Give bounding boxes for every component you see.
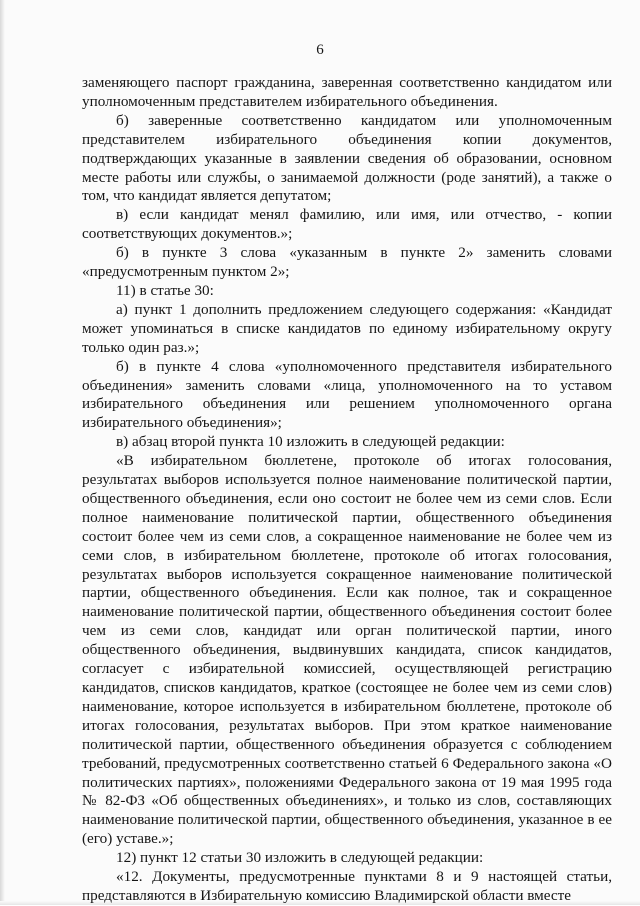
scan-edge-left <box>0 0 5 905</box>
paragraph-article-30-header: 11) в статье 30: <box>116 281 214 299</box>
paragraph-amendment-point-3: б) в пункте 3 слова «указанным в пункте 2» заменить словами «предусмотренным пунктом 2»; <box>82 244 612 281</box>
paragraph-amendment-point-10: в) абзац второй пункта 10 изложить в следующей редакции: <box>116 433 505 451</box>
paragraph-ballot-name-rules: «В избирательном бюллетене, протоколе об итогах голосования, результатах выборов используется полное наименование политической партии, общественного объединения, если оно состоит не более чем из семи слов. Если полное наименование политической партии, общественного объединения состоит более чем из семи слов, а сокращенное наименование не более чем из семи слов, в избирательном бюллетене, протоколе об итогах голосования, результатах выборов используется сокращенное наименование политической партии, общественного объединения. Если как полное, так и сокращенное наименование политической партии, общественного объединения состоит более чем из семи слов, кандидат или орган политической партии, иного общественного объединения, выдвинувших кандидата, список кандидатов, согласует с избирательной комиссией, осуществляющей регистрацию кандидатов, списков кандидатов, краткое (состоящее не более чем из семи слов) наименование, которое используется в избирательном бюллетене, протоколе об итогах голосования, результатах выборов. При этом краткое наименование политической партии, общественного объединения образуется с соблюдением требований, предусмотренных соответственно статьей 6 Федерального закона «О политических партиях», положениями Федерального закона от 19 мая 1995 года № 82-ФЗ «Об общественных объединениях», и только из слов, составляющих наименование политической партии, общественного объединения, указанное в ее (его) уставе.»; <box>82 452 612 848</box>
paragraph-continuation: заменяющего паспорт гражданина, заверенная соответственно кандидатом или уполномоченным представителем избирательного объединения. <box>82 74 612 110</box>
paragraph-amendment-point-1: а) пункт 1 дополнить предложением следующего содержания: «Кандидат может упоминаться в списке кандидатов по единому избирательному округу только один раз.»; <box>82 300 612 356</box>
paragraph-point-12-text: «12. Документы, предусмотренные пунктами 8 и 9 настоящей статьи, представляются в Избирательную комиссию Владимирской области вместе <box>82 868 612 904</box>
page-number: 6 <box>316 42 324 58</box>
paragraph-item-v-name-change: в) если кандидат менял фамилию, или имя, или отчество, - копии соответствующих документов.»; <box>82 206 612 243</box>
paragraph-amendment-point-12: 12) пункт 12 статьи 30 изложить в следующей редакции: <box>116 849 484 867</box>
document-body <box>82 74 612 906</box>
paragraph-item-b-certified-copies: б) заверенные соответственно кандидатом или уполномоченным представителем избирательного объединения копии документов, подтверждающих указанные в заявлении сведения об образовании, основном месте работы или службы, о занимаемой должности (роде занятий), а также о том, что кандидат является депутатом; <box>82 111 612 205</box>
paragraph-amendment-point-4: б) в пункте 4 слова «уполномоченного представителя избирательного объединения» заменить словами «лица, уполномоченного на то уставом избирательного объединения или решением уполномоченного органа избирательного объединения»; <box>82 357 612 432</box>
